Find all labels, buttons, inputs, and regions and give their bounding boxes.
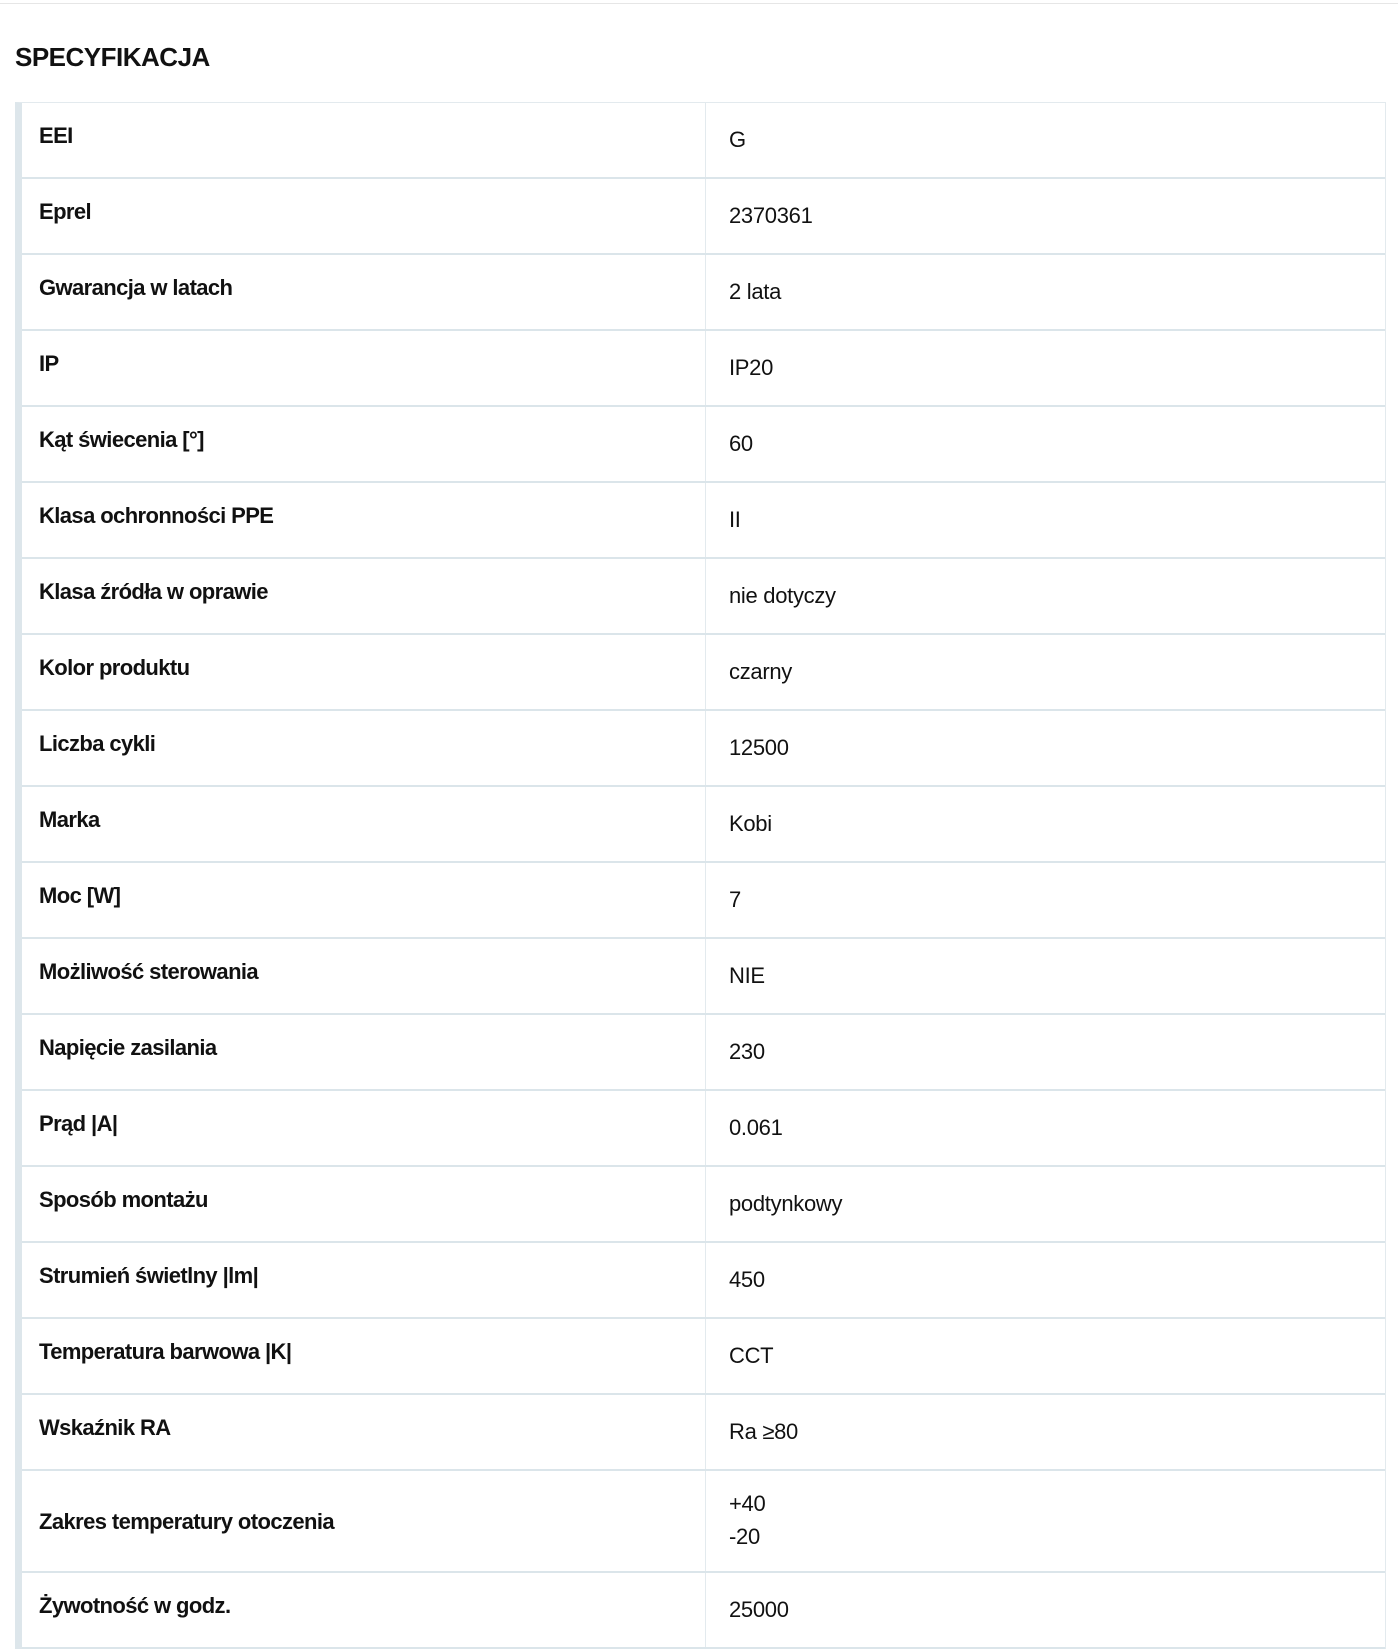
spec-value: Ra ≥80 (729, 1419, 798, 1444)
section-title: SPECYFIKACJA (15, 42, 210, 72)
spec-row-eei (22, 103, 1385, 179)
spec-value: podtynkowy (729, 1191, 843, 1216)
spec-row-ip (22, 331, 1385, 407)
spec-value: 2 lata (729, 279, 782, 304)
spec-label: Sposób montażu (22, 1167, 706, 1241)
spec-row-control (22, 939, 1385, 1015)
spec-row-protection-class (22, 483, 1385, 559)
spec-row-lifetime (22, 1573, 1385, 1649)
spec-label: IP (22, 331, 706, 405)
spec-label: Liczba cykli (22, 711, 706, 785)
spec-label: Możliwość sterowania (22, 939, 706, 1013)
spec-value: nie dotyczy (729, 583, 836, 608)
spec-label: Wskaźnik RA (22, 1395, 706, 1469)
spec-row-warranty (22, 255, 1385, 331)
spec-row-voltage (22, 1015, 1385, 1091)
spec-row-power (22, 863, 1385, 939)
spec-label: Marka (22, 787, 706, 861)
spec-value: 450 (729, 1267, 765, 1292)
spec-value: IP20 (729, 355, 774, 380)
spec-row-current (22, 1091, 1385, 1167)
spec-label: Prąd |A| (22, 1091, 706, 1165)
spec-value: 230 (729, 1039, 765, 1064)
spec-value: NIE (729, 963, 765, 988)
spec-row-beam-angle (22, 407, 1385, 483)
spec-label: Temperatura barwowa |K| (22, 1319, 706, 1393)
spec-value: 25000 (729, 1597, 789, 1622)
spec-row-brand (22, 787, 1385, 863)
spec-label: Moc [W] (22, 863, 706, 937)
spec-label: Strumień świetlny |lm| (22, 1243, 706, 1317)
spec-value-max: +40 (729, 1491, 766, 1516)
spec-value: 60 (729, 431, 753, 456)
spec-row-cycles (22, 711, 1385, 787)
spec-value: G (729, 127, 746, 152)
spec-label: Klasa ochronności PPE (22, 483, 706, 557)
spec-label: Kąt świecenia [°] (22, 407, 706, 481)
spec-label: Gwarancja w latach (22, 255, 706, 329)
spec-row-color (22, 635, 1385, 711)
spec-value-min: -20 (729, 1524, 760, 1549)
spec-label: Kolor produktu (22, 635, 706, 709)
spec-label: Klasa źródła w oprawie (22, 559, 706, 633)
spec-row-luminous-flux (22, 1243, 1385, 1319)
spec-row-color-temperature (22, 1319, 1385, 1395)
spec-label: EEI (22, 103, 706, 177)
spec-value (706, 1471, 1385, 1571)
spec-value: czarny (729, 659, 792, 684)
specification-table (15, 102, 1386, 1649)
spec-value: 2370361 (729, 203, 813, 228)
spec-value: Kobi (729, 811, 772, 836)
spec-row-eprel (22, 179, 1385, 255)
spec-value: 12500 (729, 735, 789, 760)
spec-value: CCT (729, 1343, 774, 1368)
spec-row-mounting (22, 1167, 1385, 1243)
spec-row-ambient-temperature (22, 1471, 1385, 1573)
spec-value: 7 (729, 887, 741, 912)
spec-label: Zakres temperatury otoczenia (22, 1471, 706, 1571)
spec-label: Napięcie zasilania (22, 1015, 706, 1089)
spec-row-cri (22, 1395, 1385, 1471)
top-divider (0, 3, 1398, 4)
spec-value: II (729, 507, 741, 532)
spec-label: Żywotność w godz. (22, 1573, 706, 1647)
spec-value: 0.061 (729, 1115, 783, 1140)
spec-label: Eprel (22, 179, 706, 253)
spec-row-source-class (22, 559, 1385, 635)
